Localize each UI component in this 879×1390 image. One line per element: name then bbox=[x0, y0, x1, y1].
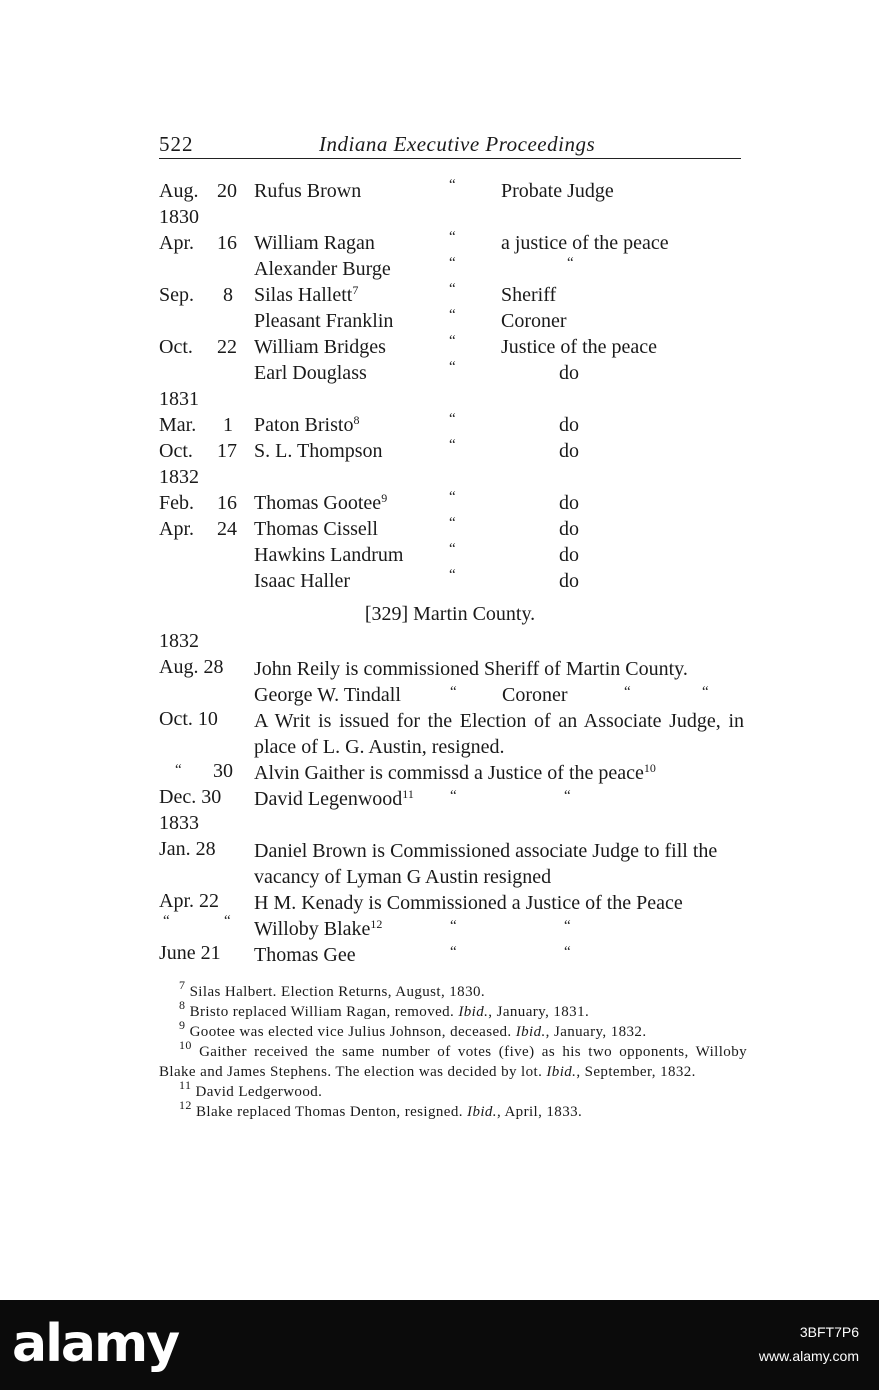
entry-day: 22 bbox=[217, 336, 237, 358]
table-row bbox=[159, 437, 759, 466]
year-row bbox=[159, 388, 759, 414]
ditto-mark: “ bbox=[450, 944, 457, 960]
entry-day: 16 bbox=[217, 492, 237, 514]
footnote-ref: 7 bbox=[352, 283, 359, 297]
appointee-name: Thomas Gootee$^9$ bbox=[254, 491, 388, 514]
office-title: Sheriff bbox=[501, 284, 557, 306]
ditto-mark: “ bbox=[449, 177, 456, 193]
entry-date: Oct. 10 bbox=[159, 708, 218, 730]
ditto-mark: “ bbox=[449, 229, 456, 245]
ditto-mark: “ bbox=[175, 762, 182, 778]
appointee-name: Silas Hallett$^7$ bbox=[254, 283, 359, 306]
entry-month: Apr. bbox=[159, 232, 194, 254]
entry-month: Mar. bbox=[159, 414, 197, 436]
entry-date: 30 bbox=[213, 760, 233, 782]
entry-office: Coroner bbox=[502, 684, 568, 706]
footnote-12: $^{12}$ Blake replaced Thomas Denton, resigned. Ibid., April, 1833. bbox=[179, 1098, 583, 1120]
appointee-name: Earl Douglass bbox=[254, 362, 367, 384]
table-row bbox=[159, 515, 759, 544]
appointee-name: William Ragan bbox=[254, 232, 375, 254]
entry-date: Jan. 28 bbox=[159, 838, 216, 860]
footnote-7: $^7$ Silas Halbert. Election Returns, August, 1830. bbox=[179, 978, 486, 1000]
ditto-do: do bbox=[559, 518, 579, 540]
table-row bbox=[159, 229, 759, 258]
entry-text: Alvin Gaither is commissd a Justice of the peace$^{10}$ bbox=[254, 761, 656, 784]
entry-day: 1 bbox=[223, 414, 233, 436]
ditto-mark: “ bbox=[449, 541, 456, 557]
ditto-mark: “ bbox=[450, 788, 457, 804]
year-row bbox=[159, 466, 759, 492]
ditto-mark: “ bbox=[564, 944, 571, 960]
footnote-11: $^{11}$ David Ledgerwood. bbox=[179, 1078, 323, 1100]
entry-text: Daniel Brown is Commissioned associate Judge to fill the vacancy of Lyman G Austin resigned bbox=[254, 840, 718, 888]
footnotes bbox=[159, 978, 747, 1122]
footnote-ref: 9 bbox=[381, 491, 388, 505]
ditto-mark: “ bbox=[624, 684, 631, 700]
entry-text: A Writ is issued for the Election of an Associate Judge, in place of L. G. Austin, resigned. bbox=[254, 710, 744, 758]
ditto-mark: “ bbox=[449, 359, 456, 375]
ditto-do: do bbox=[559, 440, 579, 462]
table-row bbox=[159, 411, 759, 440]
ditto-mark: “ bbox=[449, 437, 456, 453]
ditto-mark: “ bbox=[449, 281, 456, 297]
entry-month: Apr. bbox=[159, 518, 194, 540]
alamy-logo: alamy bbox=[12, 1314, 179, 1374]
site-url: www.alamy.com bbox=[758, 1348, 859, 1364]
appointee-name: Isaac Haller bbox=[254, 570, 351, 592]
entry-month: Oct. bbox=[159, 336, 193, 358]
table-row bbox=[159, 359, 759, 388]
appointee-name: Pleasant Franklin bbox=[254, 310, 394, 332]
appointee-name: William Bridges bbox=[254, 336, 386, 358]
entry-text bbox=[254, 682, 744, 708]
ditto-mark: “ bbox=[449, 333, 456, 349]
office-title: Justice of the peace bbox=[501, 336, 658, 358]
ditto-mark: “ bbox=[449, 411, 456, 427]
entry-month: Sep. bbox=[159, 284, 194, 306]
ditto-mark: “ bbox=[564, 788, 571, 804]
entry-text: Thomas Gee “ “ bbox=[254, 942, 744, 968]
entry-month: Aug. bbox=[159, 180, 199, 202]
ditto-mark: “ bbox=[449, 307, 456, 323]
ditto-mark: “ bbox=[450, 684, 457, 700]
appointee-name: Thomas Cissell bbox=[254, 518, 378, 540]
entry-text: John Reily is commissioned Sheriff of Martin County. bbox=[254, 658, 688, 680]
entry-day: 24 bbox=[217, 518, 237, 540]
year-1832: 1832 bbox=[159, 630, 199, 652]
ditto-do: do bbox=[559, 570, 579, 592]
page-number: 522 bbox=[159, 132, 194, 156]
footnote-8: $^8$ Bristo replaced William Ragan, removed. Ibid., January, 1831. bbox=[179, 998, 590, 1020]
ditto-do: do bbox=[559, 492, 579, 514]
entry-day: 8 bbox=[223, 284, 233, 306]
ditto-mark: “ bbox=[449, 489, 456, 505]
ditto-mark: “ bbox=[449, 567, 456, 583]
footnote-10: $^{10}$ Gaither received the same number of votes (five) as his two opponents, Willoby Blake and James Stephens. The election was decided by lot. Ibid., September, 1832. bbox=[159, 1038, 747, 1080]
year-1833: 1833 bbox=[159, 812, 199, 834]
ditto-mark: “ bbox=[163, 913, 170, 929]
office-title: Coroner bbox=[501, 310, 567, 332]
year-label: 1831 bbox=[159, 388, 199, 410]
ditto-mark: “ bbox=[567, 255, 574, 271]
appointee-name: Rufus Brown bbox=[254, 180, 362, 202]
ditto-mark: “ bbox=[564, 918, 571, 934]
ditto-mark: “ bbox=[224, 913, 231, 929]
year-label: 1832 bbox=[159, 466, 199, 488]
entry-day: 20 bbox=[217, 180, 237, 202]
ditto-mark: “ bbox=[450, 918, 457, 934]
table-row bbox=[159, 333, 759, 362]
running-header bbox=[159, 130, 741, 159]
image-id: 3BFT7P6 bbox=[799, 1324, 859, 1340]
office-title: a justice of the peace bbox=[501, 232, 669, 254]
entry-text: Willoby Blake$^{12}$ “ “ bbox=[254, 916, 744, 942]
appointee-name: Hawkins Landrum bbox=[254, 544, 404, 566]
entry-name: George W. Tindall bbox=[254, 684, 401, 706]
ditto-mark: “ bbox=[449, 255, 456, 271]
ditto-mark: “ bbox=[449, 515, 456, 531]
ditto-do: do bbox=[559, 544, 579, 566]
entry-date: June 21 bbox=[159, 942, 221, 964]
ditto-do: do bbox=[559, 414, 579, 436]
ditto-mark: “ bbox=[702, 684, 709, 700]
table-row bbox=[159, 177, 759, 206]
entry-date: Dec. 30 bbox=[159, 786, 222, 808]
watermark-bar bbox=[0, 1300, 879, 1390]
table-row bbox=[159, 255, 759, 284]
year-label: 1830 bbox=[159, 206, 199, 228]
running-title: Indiana Executive Proceedings bbox=[319, 132, 596, 156]
section-heading: [329] Martin County. bbox=[364, 603, 536, 625]
appointee-name: Alexander Burge bbox=[254, 258, 391, 280]
entry-text: David Legenwood$^{11}$ “ “ bbox=[254, 786, 744, 812]
footnote-9: $^9$ Gootee was elected vice Julius Johnson, deceased. Ibid., January, 1832. bbox=[179, 1018, 647, 1040]
office-title: Probate Judge bbox=[501, 180, 614, 202]
entry-month: Oct. bbox=[159, 440, 193, 462]
table-row bbox=[159, 567, 759, 596]
table-row bbox=[159, 489, 759, 518]
entry-date: Aug. 28 bbox=[159, 656, 224, 678]
ditto-do: do bbox=[559, 362, 579, 384]
table-row bbox=[159, 541, 759, 570]
entry-day: 17 bbox=[217, 440, 237, 462]
appointee-name: S. L. Thompson bbox=[254, 440, 383, 462]
entry-date: Apr. 22 bbox=[159, 890, 219, 912]
year-row bbox=[159, 206, 759, 232]
entry-text: H M. Kenady is Commissioned a Justice of the Peace bbox=[254, 892, 683, 914]
appointee-name: Paton Bristo$^8$ bbox=[254, 413, 360, 436]
entry-month: Feb. bbox=[159, 492, 194, 514]
table-row bbox=[159, 307, 759, 336]
table-row bbox=[159, 281, 759, 310]
entry-day: 16 bbox=[217, 232, 237, 254]
footnote-ref: 8 bbox=[353, 413, 360, 427]
image-info bbox=[759, 1320, 859, 1368]
